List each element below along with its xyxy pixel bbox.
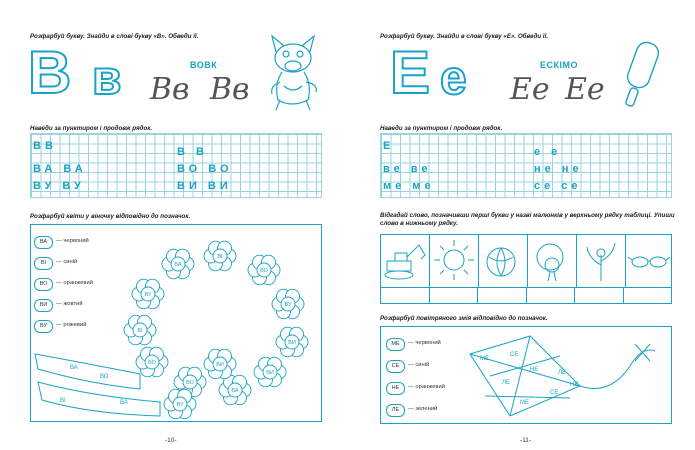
right-script-2: Ее [565, 72, 605, 107]
answer-cell[interactable] [381, 288, 430, 303]
legend-oval-me: МЕ [386, 338, 405, 351]
right-instruction-3: Відгадай слово, позначивши перші букви у назві малюнків у верхньому рядку таблиці. Упиши слово в нижньому рядку. [380, 212, 675, 227]
answer-cell[interactable] [430, 288, 479, 303]
wreath-flower[interactable] [162, 249, 194, 279]
legend-oval-vi: ВІ [34, 257, 53, 270]
kite-segment-label: СЕ [510, 352, 519, 358]
wreath-flower-label: ВУ [284, 302, 292, 308]
right-big-lower-letter[interactable]: е [440, 52, 467, 105]
ribbon-lower[interactable] [38, 382, 160, 416]
right-instruction-4: Розфарбуй повітряного змія відповідно до позначок. [380, 315, 548, 322]
left-instruction-1: Розфарбуй букву. Знайди в слові букву «В». Обведи її. [30, 33, 199, 40]
wreath-flower[interactable] [272, 289, 304, 319]
wreath-flower[interactable] [254, 357, 286, 387]
wreath-flower[interactable] [204, 241, 236, 271]
left-trace-row-1-right[interactable]: В В [177, 146, 208, 158]
right-trace-row-2-right[interactable]: не не [534, 163, 583, 175]
left-trace-row-3-left[interactable]: ВУ ВУ [33, 180, 85, 192]
wreath-flower-label: ВО [148, 360, 156, 366]
right-big-upper-letter[interactable]: Е [390, 39, 431, 106]
left-big-upper-letter[interactable]: В [28, 39, 72, 106]
kite-bow-icon [635, 344, 650, 361]
sun-icon [430, 235, 478, 285]
picture-table [380, 234, 672, 304]
left-instruction-2: Наведи за пунктиром і продовж рядок. [30, 125, 153, 132]
wreath-flower-label: ВИ [266, 370, 274, 376]
wreath-flower[interactable] [204, 349, 236, 379]
popsicle-icon [618, 40, 668, 110]
legend-text-se: — синій [408, 362, 430, 368]
ribbon-label: ВА [70, 365, 78, 371]
legend-oval-se: СЕ [386, 360, 405, 373]
ribbon-upper[interactable] [35, 354, 140, 389]
right-word: ЕСКІМО [540, 60, 578, 70]
kite-segment-label: МЕ [480, 356, 489, 362]
legend-text-vi: — синій [56, 259, 78, 265]
right-trace-row-1-left[interactable]: Е [383, 140, 395, 152]
kite-segment-label: НЕ [570, 382, 579, 388]
kite-segment-label: ЛЕ [502, 380, 510, 386]
excavator-icon [381, 235, 429, 285]
picture-cell-plant[interactable] [577, 235, 626, 287]
picture-cell-excavator[interactable] [381, 235, 430, 287]
wreath-flower-label: ВА [231, 388, 239, 394]
wreath-svg[interactable] [30, 224, 320, 420]
picture-row [381, 235, 671, 288]
kite-segment-label: НЕ [530, 367, 539, 373]
wreath-flower-label: ВИ [288, 340, 296, 346]
picture-cell-turkey[interactable] [528, 235, 577, 287]
right-trace-row-2-left[interactable]: ве ве [383, 163, 432, 175]
wreath-flower[interactable] [132, 279, 164, 309]
legend-text-le: — зелений [408, 406, 438, 412]
picture-cell-glasses[interactable] [626, 235, 674, 287]
wreath-flower-label: ВУ [144, 292, 152, 298]
legend-oval-vu: ВУ [34, 320, 53, 333]
ribbon-label: ВА [120, 400, 128, 406]
wreath-flower[interactable] [276, 327, 308, 357]
right-trace-row-3-left[interactable]: ме ме [383, 180, 435, 192]
kite-svg[interactable] [380, 326, 670, 422]
legend-oval-vy: ВИ [34, 299, 53, 312]
right-trace-row-3-right[interactable]: се се [534, 180, 582, 192]
right-trace-row-1-right[interactable]: е е [534, 146, 562, 158]
answer-cell[interactable] [624, 288, 672, 303]
wreath-flower[interactable] [219, 375, 251, 405]
left-trace-row-2-left[interactable]: ВА ВА [33, 163, 87, 175]
glasses-icon [626, 235, 674, 285]
left-instruction-3: Розфарбуй квіти у віночку відповідно до позначок. [30, 213, 191, 220]
wreath-flower[interactable] [248, 255, 280, 285]
left-page-number: -10- [165, 437, 177, 444]
legend-oval-le: ЛЕ [386, 404, 405, 417]
legend-oval-ne: НЕ [386, 382, 405, 395]
answer-cell[interactable] [527, 288, 576, 303]
legend-oval-vo: ВО [34, 278, 53, 291]
answer-row [381, 288, 671, 303]
answer-cell[interactable] [575, 288, 624, 303]
left-big-lower-letter[interactable]: в [92, 52, 122, 105]
ribbon-label: ВІ [60, 398, 66, 404]
left-trace-row-1-left[interactable]: ВВ [33, 140, 57, 152]
turkey-icon [528, 235, 576, 285]
kite-segment-label: ЛЕ [558, 370, 566, 376]
right-instruction-1: Розфарбуй букву. Знайди в слові букву «Е». Обведи її. [380, 33, 549, 40]
right-page-number: -11- [520, 437, 532, 444]
left-script-1: Вв [150, 72, 190, 107]
legend-text-vo: — оранжевий [56, 280, 93, 286]
kite-segment-label: СЕ [550, 390, 559, 396]
left-trace-row-2-right[interactable]: ВО ВО [177, 163, 233, 175]
right-instruction-2: Наведи за пунктиром і продовж рядок. [380, 125, 503, 132]
wreath-flower-label: ВІ [137, 328, 143, 334]
legend-text-va: — червоний [56, 238, 89, 244]
wreath-flower-label: ВА [174, 262, 182, 268]
wreath-flower[interactable] [124, 315, 156, 345]
right-script-1: Ее [510, 72, 550, 107]
wreath-flower-label: ВО [186, 380, 194, 386]
picture-cell-melon[interactable] [479, 235, 528, 287]
answer-cell[interactable] [478, 288, 527, 303]
wreath-flower-label: ВУ [176, 402, 184, 408]
legend-text-me: — червоний [408, 340, 441, 346]
wreath-flower-label: ВІ [217, 254, 223, 260]
legend-text-vu: — рожевий [56, 322, 87, 328]
legend-text-ne: — оранжевий [408, 384, 445, 390]
melon-icon [479, 235, 527, 285]
left-trace-row-3-right[interactable]: ВИ ВИ [177, 180, 232, 192]
wreath-flower[interactable] [136, 347, 168, 377]
wreath-flower-label: ВИ [216, 362, 224, 368]
picture-cell-sun[interactable] [430, 235, 479, 287]
kite-segment-label: МЕ [520, 400, 529, 406]
wreath-flower-label: ВО [260, 268, 268, 274]
wreath-flower[interactable] [164, 389, 196, 419]
legend-oval-va: ВА [34, 236, 53, 249]
left-word: ВОВК [190, 60, 218, 70]
left-script-2: Вв [210, 72, 250, 107]
plant-icon [577, 235, 625, 285]
legend-text-vy: — жовтий [56, 301, 83, 307]
ribbon-label: ВО [100, 374, 109, 380]
wolf-illustration [262, 34, 324, 112]
